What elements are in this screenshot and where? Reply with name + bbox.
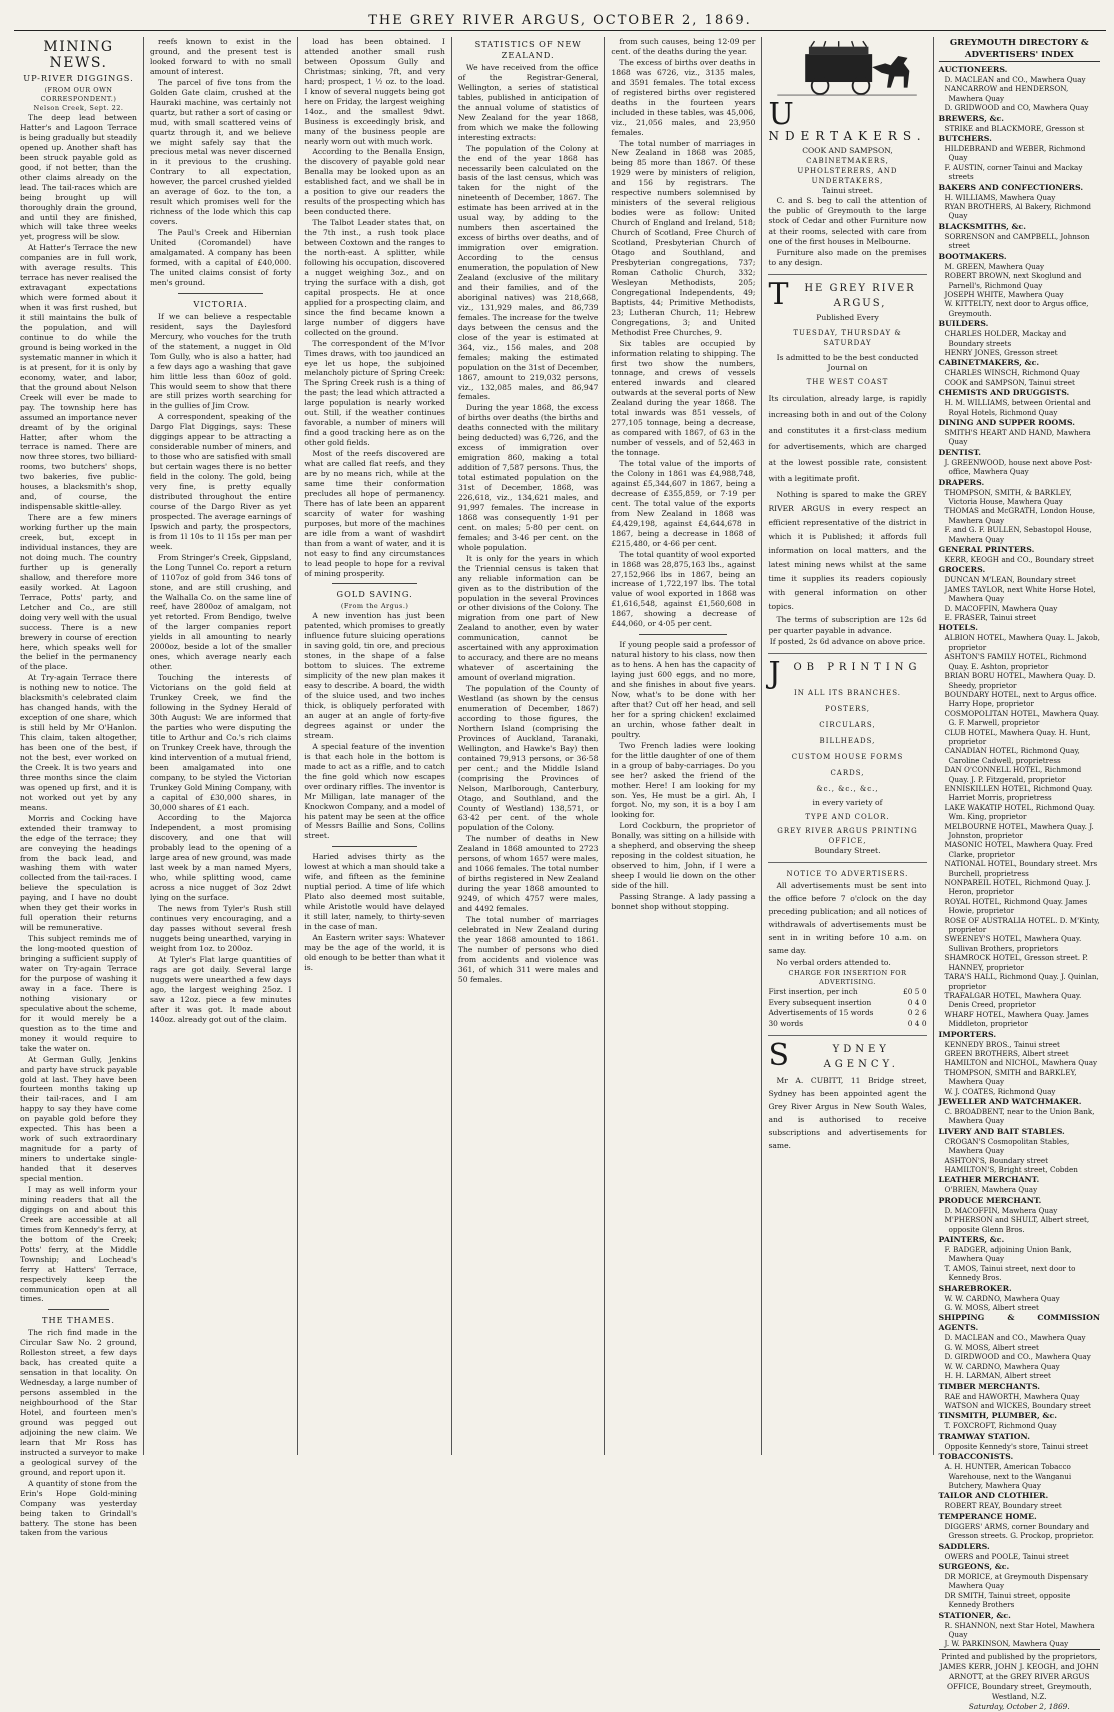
directory-category: SHIPPING & COMMISSION AGENTS. xyxy=(938,1313,1100,1333)
directory-entry: SORRENSON and CAMPBELL, Johnson street xyxy=(944,231,1090,251)
directory-category: LIVERY AND BAIT STABLES. xyxy=(938,1126,1065,1136)
mining-subtitle: UP-RIVER DIGGINGS. xyxy=(23,73,134,83)
paragraph: The rich find made in the Circular Saw No. 2 ground, Rolleston street, a few days back, has created quite a sensation in that locality. On Wednesday, a large number of persons assembled in the neighbourhood of the Star Hotel, and fourteen men's ground was pegged out adjoining the new claim. We learn that Mr Ross has instructed a surveyor to make a geological survey of the ground, and report upon it. xyxy=(20,1328,137,1477)
directory-entry: H. H. LARMAN, Albert street xyxy=(944,1371,1051,1381)
directory-entry: E. FRASER, Tainui street xyxy=(944,613,1037,623)
directory-entry: KENNEDY BROS., Tainui street xyxy=(944,1039,1060,1049)
directory-category: BLACKSMITHS, &c. xyxy=(938,221,1026,231)
argus-admitted: Is admitted to be the best conducted xyxy=(776,353,919,363)
directory-entry: CHARLES WINSCH, Richmond Quay xyxy=(944,368,1080,378)
paragraph: This subject reminds me of the long-mooted question of bringing a sufficient supply of water on Try-again Terrace for the purpose of washing it away in a face. There is nothing visionary or speculative about the scheme, for it would merely be a question as to the time and money it would require to take the water on. xyxy=(20,934,137,1053)
sydney-body: Mr A. CUBITT, 11 Bridge street, Sydney has been appointed agent the Grey River Argus in New South Wales, and is authorised to receive subscriptions and advertisements for same. xyxy=(768,1076,927,1151)
imprint-footer xyxy=(939,1649,1100,1712)
directory-category: TIMBER MERCHANTS. xyxy=(938,1381,1041,1391)
rate-label: Every subsequent insertion xyxy=(768,997,872,1007)
directory-entry: CANADIAN HOTEL, Richmond Quay, Caroline Cadwell, proprietress xyxy=(944,746,1080,765)
undertaker-title: NDERTAKERS. xyxy=(768,129,927,143)
job-office: GREY RIVER ARGUS PRINTING xyxy=(777,826,918,835)
column-five xyxy=(604,37,761,1455)
sydney-agency-ad xyxy=(768,1038,927,1152)
directory-entry: D. GRIDWOOD and CO, Mawhera Quay xyxy=(944,103,1089,113)
directory-entry: W. KITTELTY, next door to Argus office, Greymouth. xyxy=(944,299,1089,318)
paragraph: The Talbot Leader states that, on the 7th inst., a rush took place between Coxtown and the ranges to the north-east. A splitter, while following his occupation, discovered a nugget weighing 3oz., and on trying the surface with a dish, got capital prospects. He at once applied for a prospecting claim, and since the find became known a large number of diggers have collected on the ground. xyxy=(304,218,445,337)
directory-entry: T. AMOS, Tainui street, next door to Kennedy Bros. xyxy=(944,1263,1076,1283)
directory-entry: NONPAREIL HOTEL, Richmond Quay. J. Heron, proprietor xyxy=(944,878,1091,897)
paragraph: The population of the County of Westland (as shown by the census enumeration of December, 1867) according to those figures, the Northern Island (comprising the Provinces of Auckland, Taranaki, Wellington, and Hawke's Bay) then contained 79,913 persons, or 36·58 per cent.; and the Middle Island (comprising the Provinces of Nelson, Marlborough, Canterbury, Otago, and Southland, and the County of Westland) 138,571, or 63·42 per cent. of the whole population of the Colony. xyxy=(457,684,599,833)
directory-entry: ALBION HOTEL, Mawhera Quay. L. Jakob, proprietor xyxy=(944,633,1100,652)
mining-byline: (FROM OUR OWN CORRESPONDENT.) xyxy=(40,86,117,103)
directory-entry: DR SMITH, Tainui street, opposite Kennedy Brothers xyxy=(944,1590,1071,1610)
paragraph: Six tables are occupied by information relating to shipping. The first two show the numbers, tonnage, and crews of vessels entered inwards and cleared outwards at the several ports of New Zealand during the year 1868. The total inwards was 851 vessels, of 277,105 tonnage, being a decrease, as compared with 1867, of 63 in the number of vessels, and of 52,463 in the tonnage. xyxy=(611,338,756,458)
paragraph: reefs known to exist in the ground, and the present test is looked forward to with no small amount of interest. xyxy=(149,37,292,76)
rate-price: £0 5 0 xyxy=(903,987,927,997)
directory-entry: F. and G. F. BULLEN, Sebastopol House, Mawhera Quay xyxy=(944,525,1092,544)
notice-ad xyxy=(768,869,926,1029)
paragraph: The total number of marriages celebrated in New Zealand during the year 1868 amounted to 1861. The number of persons who died from accidents and violence was 361, of which 311 were males and 50 females. xyxy=(457,915,599,984)
directory-entry: BRIAN BORU HOTEL, Mawhera Quay. D. Sheedy, proprietor xyxy=(944,671,1096,690)
directory-category: TINSMITH, PLUMBER, &c. xyxy=(938,1411,1057,1421)
directory-entry: OWERS and POOLE, Tainui street xyxy=(944,1551,1069,1561)
rate-row xyxy=(768,998,926,1009)
directory-category: SADDLERS. xyxy=(938,1541,990,1551)
directory-category: BOOTMAKERS. xyxy=(938,251,1007,261)
job-item: CARDS, xyxy=(830,768,865,777)
undertaker-trades: CABINETMAKERS, UPHOLSTERERS, AND UNDERTAKERS, xyxy=(797,157,898,185)
directory-entry: STRIKE and BLACKMORE, Gresson st xyxy=(944,123,1085,133)
directory-entry: H. M. WILLIAMS, between Oriental and Royal Hotels, Richmond Quay xyxy=(944,398,1091,417)
directory-entry: F. AUSTIN, corner Tainui and Mackay streets xyxy=(944,162,1083,182)
directory-entry: R. SHANNON, next Star Hotel, Mawhera Quay xyxy=(944,1620,1095,1639)
paragraph: We have received from the office of the Registrar-General, Wellington, a series of statistical tables, published in anticipation of the annual volume of statistics of New Zealand for the year 1868, from which we make the following interesting extracts: xyxy=(457,63,599,142)
directory-entry: LAKE WAKATIP HOTEL, Richmond Quay. Wm. King, proprietor xyxy=(944,802,1096,822)
undertaker-firm: COOK AND SAMPSON, xyxy=(802,146,893,155)
directory-category: PAINTERS, &c. xyxy=(938,1235,1005,1245)
directory-list xyxy=(939,65,1100,1649)
paragraph: The total number of marriages in New Zealand in 1868 was 2085, being 85 more than 1867. Of these 1929 were by ministers of religion, and 156 by registrars. The respective numbers solemnised by ministers of the several religious bodies were as follow: United Church of England and Ireland, 518; Church of Scotland, Free Church of Scotland, Presbyterian Church of Otago and Southland, and Presbyterian congregations, 737; Roman Catholic Church, 332; Wesleyan Methodists, 205; Congregational Independents, 49; Baptists, 44; Primitive Methodists, 23; Lutheran Church, 11; Hebrew Congregations, 3; and United Methodist Free Churches, 9. xyxy=(611,138,756,337)
divider xyxy=(48,1309,109,1310)
column-two xyxy=(143,37,297,1455)
directory-entry: HAMILTON and NICHOL, Mawhera Quay xyxy=(944,1058,1098,1068)
directory-entry: J. GREENWOOD, house next above Post-office, Mawhera Quay xyxy=(944,457,1093,477)
paragraph: If we can believe a respectable resident, says the Daylesford Mercury, who vouches for the truth of the statement, a nugget in Old Tom Gully, who is also a hatter, had a few days ago a washing that gave him little less than 60oz of gold. This would seem to show that there are still prizes worth searching for in the gullies of Jim Crow. xyxy=(149,311,292,411)
directory-entry: W. W. CARDNO, Mawhera Quay xyxy=(944,1361,1060,1371)
paragraph: A correspondent, speaking of the Dargo Flat Diggings, says: These diggings appear to be attracting a considerable number of miners, and to those who are satisfied with small but certain wages there is no better field in the colony. The gold, being very fine, is pretty equally distributed throughout the entire course of the Dargo River as yet prospected. The average earnings of Ipswich and party, the prospectors, is from 1l 10s to 1l 15s per man per week. xyxy=(149,412,292,551)
argus-body: Its circulation, already large, is rapidly increasing both in and out of the Colony and constitutes it a first-class medium for advertisements, which are charged at the lowest possible rate, consistent with a legitimate profit. xyxy=(768,394,927,484)
paragraph: The Paul's Creek and Hibernian United (Coromandel) have amalgamated. A company has been formed, with a capital of £40,000. The united claims consist of forty men's ground. xyxy=(149,228,292,287)
rate-row xyxy=(768,1008,926,1019)
job-printing-ad xyxy=(768,655,926,856)
directory-entry: JAMES TAYLOR, next White Horse Hotel, Mawhera Quay xyxy=(944,584,1096,604)
directory-category: GENERAL PRINTERS. xyxy=(938,545,1035,555)
directory-entry: RYAN BROTHERS, Al Bakery, Richmond Quay xyxy=(944,202,1092,221)
paragraph: It is only for the years in which the Triennial census is taken that any reliable information can be given as to the distribution of the population in the several Provinces or other divisions of the Colony. The migration from one part of New Zealand to another, even by water communication, cannot be ascertained with any approximation to accuracy, and there are no means whatever of ascertaining the amount of overland migration. xyxy=(457,553,599,683)
rate-price: 0 2 6 xyxy=(907,1008,927,1018)
directory-category: GROCERS. xyxy=(938,565,986,575)
directory-entry: A. H. HUNTER, American Tobacco Warehouse, next to the Wanganui Butchery, Mawhera Quay xyxy=(944,1462,1072,1490)
rate-label: Advertisements of 15 words xyxy=(768,1008,874,1018)
masthead: THE GREY RIVER ARGUS, OCTOBER 2, 1869. xyxy=(14,12,1106,31)
paragraph: At Hatter's Terrace the new companies are in full work, with average results. This terrace has never realised the extravagant expectations which were formed about it when it was first rushed, but it still maintains the bulk of the population, and will continue to do while the ground is being worked in the systematic manner in which it is at present, for it is only by economy, water, and labor, that the ground about Nelson Creek will ever be made to pay. The township here has assumed an importance never dreamt of by the original Hatter, after whom the terrace is named. There are now three stores, two billiard-rooms, two butchers' shops, two bakeries, five public-houses, a blacksmith's shop, and, of course, the indispensable skittle-alley. xyxy=(20,243,137,512)
paragraph: The total value of the imports of the Colony in 1861 was £4,988,748, against £5,344,607 in 1867, being a decrease of £355,859, or 7·19 per cent. The total value of the exports from New Zealand in 1868 was £4,429,198, against £4,644,678 in 1867, being a decrease in 1868 of £215,480, or 4·66 per cent. xyxy=(611,459,756,548)
divider xyxy=(768,862,926,863)
directory-category: DRAPERS. xyxy=(938,477,985,487)
directory-entry: G. W. MOSS, Albert street xyxy=(944,1303,1039,1313)
paragraph: Passing Strange. A lady passing a bonnet shop without stopping. xyxy=(611,892,756,912)
job-item: &c., &c., &c., xyxy=(816,784,879,793)
job-office2: OFFICE, xyxy=(828,836,867,845)
imprint-date: Saturday, October 2, 1869. xyxy=(968,1701,1070,1711)
divider xyxy=(768,1035,926,1036)
directory-category: HOTELS. xyxy=(938,623,978,633)
directory-entry: CLUB HOTEL, Mawhera Quay. H. Hunt, proprietor xyxy=(944,727,1091,746)
gold-saving-byline: (From the Argus.) xyxy=(340,602,409,611)
notice-verbal: No verbal orders attended to. xyxy=(776,957,891,967)
directory-category: TAILOR AND CLOTHIER. xyxy=(938,1491,1049,1501)
paragraph: The number of deaths in New Zealand in 1868 amounted to 2723 persons, of whom 1657 were males, and 1066 females. The total number of births registered in New Zealand during the year 1868 amounted to 9249, of which 4757 were males, and 4492 females. xyxy=(457,834,599,914)
job-item: BILLHEADS, xyxy=(819,736,876,745)
column-three xyxy=(297,37,451,1455)
directory-entry: T. FOXCROFT, Richmond Quay xyxy=(944,1421,1057,1431)
job-type: TYPE AND COLOR. xyxy=(805,812,890,821)
directory-category: CABINETMAKERS, &c. xyxy=(938,358,1040,368)
paragraph: During the year 1868, the excess of births over deaths (the births and deaths connected with the military being deducted) was 6,726, and the excess of immigration over emigration 860, making a total addition of 7,587 persons. Thus, the total estimated population on the 31st of December, 1868, was 226,618, viz., 134,621 males, and 91,997 females. The increase in 1868 was consequently 1·91 per cent. on males; 5·80 per cent. on females; and 3·46 per cent. on the whole population. xyxy=(457,403,599,552)
directory-category: PRODUCE MERCHANT. xyxy=(938,1195,1042,1205)
directory-entry: HAMILTON'S, Bright street, Cobden xyxy=(944,1165,1078,1174)
notice-body: All advertisements must be sent into the office before 7 o'clock on the day preceding publication; and all notices of withdrawals of advertisements must be sent in in writing before 10 a.m. on same day. xyxy=(768,880,927,955)
divider xyxy=(178,293,263,294)
paragraph: from such causes, being 12·09 per cent. of the deaths during the year. xyxy=(611,37,756,56)
rate-label: 30 words xyxy=(768,1018,804,1028)
directory-entry: M. GREEN, Mawhera Quay xyxy=(944,261,1045,271)
directory-category: SHAREBROKER. xyxy=(938,1283,1012,1293)
directory-entry: JOSEPH WHITE, Mawhera Quay xyxy=(944,289,1064,299)
argus-ad xyxy=(768,277,927,646)
directory-entry: TRAFALGAR HOTEL, Mawhera Quay. Denis Creed, proprietor xyxy=(944,990,1082,1010)
directory-category: IMPORTERS. xyxy=(938,1029,997,1039)
rate-row xyxy=(768,1019,926,1030)
paragraph: Lord Cockburn, the proprietor of Bonally, was sitting on a hillside with a shepherd, and observing the sheep reposing in the coldest situation, he observed to him, John, if I were a sheep I would lie down on the other side of the hill. xyxy=(611,821,756,891)
directory-category: LEATHER MERCHANT. xyxy=(938,1175,1040,1185)
notice-charge: CHARGE FOR INSERTION FOR ADVERTISING. xyxy=(788,969,907,987)
directory-entry: COOK and SAMPSON, Tainui street xyxy=(944,377,1075,387)
thames-subtitle: THE THAMES. xyxy=(41,1315,115,1326)
directory-entry: G. W. MOSS, Albert street xyxy=(944,1342,1039,1352)
directory-entry: THOMPSON, SMITH and BARKLEY, Mawhera Quay xyxy=(944,1067,1077,1087)
notice-title: NOTICE TO ADVERTISERS. xyxy=(786,869,909,878)
paragraph: According to the Benalla Ensign, the discovery of payable gold near Benalla may be looked upon as an established fact, and we shall be in a position to give our readers the results of the prospecting which has been conducted there. xyxy=(304,147,445,217)
drop-cap: J xyxy=(768,655,786,691)
directory-entry: THOMPSON, SMITH, & BARKLEY, Victoria House, Mawhera Quay xyxy=(944,487,1072,506)
drop-cap: U xyxy=(768,97,800,132)
directory-category: BUTCHERS. xyxy=(938,134,992,144)
undertaker-body2: Furniture also made on the premises to any design. xyxy=(768,248,927,268)
directory-entry: ROYAL HOTEL, Richmond Quay. James Howie, proprietor xyxy=(944,896,1088,916)
directory-entry: DUNCAN M'LEAN, Boundary street xyxy=(944,575,1076,585)
directory-entry: SWEENEY'S HOTEL, Mawhera Quay. Sullivan Brothers, proprietors xyxy=(944,934,1082,953)
directory-entry: DR MORICE, at Greymouth Dispensary Mawhera Quay xyxy=(944,1571,1089,1591)
argus-terms: The terms of subscription are 12s 6d per quarter payable in advance. xyxy=(768,615,927,635)
paragraph: An Eastern writer says: Whatever may be the age of the world, it is old enough to be better than what it is. xyxy=(304,933,445,972)
divider xyxy=(768,274,926,275)
divider xyxy=(332,846,417,847)
directory-category: DINING AND SUPPER ROOMS. xyxy=(938,417,1075,427)
directory-entry: M'PHERSON and SHULT, Albert street, opposite Glenn Bros. xyxy=(944,1215,1090,1234)
column-advertisements xyxy=(761,37,932,1455)
paragraph: Haried advises thirty as the lowest at which a man should take a wife, and fifteen as the feminine nuptial period. A time of life which Plato also deemed most suitable, while Aristotle would have delayed it still later, namely, to thirty-seven in the case of man. xyxy=(304,852,445,932)
directory-entry: HENRY JONES, Gresson street xyxy=(944,347,1058,357)
directory-entry: D. MACOFFIN, Mawhera Quay xyxy=(944,603,1058,613)
directory-entry: DAN O'CONNELL HOTEL, Richmond Quay. J. P. Fitzgerald, proprietor xyxy=(944,765,1082,784)
directory-entry: ROBERT BROWN, next Skoglund and Parnell's, Richmond Quay xyxy=(944,271,1082,290)
rate-price: 0 4 0 xyxy=(907,997,927,1007)
paragraph: The news from Tyler's Rush still continues very encouraging, and a day passes without several fresh nuggets being unearthed, varying in weight from 1oz. to 200oz. xyxy=(149,904,292,953)
directory-category: TRAMWAY STATION. xyxy=(938,1431,1030,1441)
directory-entry: KERR, KEOGH and CO., Boundary street xyxy=(944,555,1094,565)
paragraph: A quantity of stone from the Erin's Hope Gold-mining Company was yesterday being taken to Grindall's battery. The stone has been taken from the various xyxy=(20,1478,137,1538)
directory-category: BAKERS AND CONFECTIONERS. xyxy=(938,182,1084,192)
directory-category: CHEMISTS AND DRUGGISTS. xyxy=(938,388,1070,398)
directory-entry: WATSON and WICKES, Boundary street xyxy=(944,1400,1091,1410)
directory-category: BREWERS, &c. xyxy=(938,113,1005,123)
divider xyxy=(768,653,926,654)
paragraph: I may as well inform your mining readers that all the diggings on and about this Creek are accessible at all times from Kennedy's ferry, at the bottom of the Creek; Potts' ferry, at the Middle Township; and Lochead's ferry at Hatters' Terrace, respectively keep the communication open at all times. xyxy=(20,1184,137,1304)
rate-label: First insertion, per inch xyxy=(768,987,858,997)
paragraph: If young people said a professor of natural history to his class, now then as to hens. A hen has the capacity of laying just 600 eggs, and no more, and she finishes in about five years. Now, what's to be done with her after that? Cut off her head, and sell her for a spring chicken! exclaimed an urchin, whose father dealt in poultry. xyxy=(611,640,756,739)
directory-entry: COSMOPOLITAN HOTEL, Mawhera Quay. G. F. Marwell, proprietor xyxy=(944,708,1100,728)
job-item: CUSTOM HOUSE FORMS xyxy=(791,752,904,761)
directory-entry: ENNISKILLEN HOTEL, Richmond Quay. Harriet Morris, proprietress xyxy=(944,783,1093,803)
directory-entry: F. BADGER, adjoining Union Bank, Mawhera Quay xyxy=(944,1245,1072,1264)
job-variety: in every variety of xyxy=(812,797,883,807)
directory-category: STATIONER, &c. xyxy=(938,1610,1011,1620)
directory-entry: O'BRIEN, Mawhera Quay xyxy=(944,1185,1038,1195)
directory-category: TEMPERANCE HOME. xyxy=(938,1511,1037,1521)
paragraph: The parcel of five tons from the Golden Gate claim, crushed at the Hauraki machine, was certainly not quartz, but rather a sort of casing or mud, with small scattered veins of quartz through it, and we believe we might safely say that the precious metal was never discerned in it previous to the crushing. Contrary to all expectation, however, the parcel crushed yielded an average of 6oz. to the ton, a result which promises well for the richness of the lode which this cap covers. xyxy=(149,77,292,227)
paragraph: The deep lead between Hatter's and Lagoon Terrace is being gradually but steadily opened up. Another shaft has been struck payable gold as good, if not better, than the other claims already on the lead. The tail-races which are being brought up will thoroughly drain the ground, and until they are finished, which will take three weeks yet, progress will be slow. xyxy=(20,113,137,242)
directory-entry: D. MACLEAN and CO., Mawhera Quay xyxy=(944,1333,1086,1343)
hearse-illustration-icon xyxy=(768,39,926,99)
undertaker-body: C. and S. beg to call the attention of the public of Greymouth to the large stock of Cedar and other Furniture now at their rooms, selected with care from one of the first houses in Melbourne. xyxy=(768,196,927,246)
imprint-text: Printed and published by the proprietors, JAMES KERR, JOHN J. KEOGH, and JOHN ARNOTT, at the GREY RIVER ARGUS OFFICE, Boundary street, Greymouth, Westland, N.Z. xyxy=(939,1651,1099,1701)
directory-entry: C. BROADBENT, near to the Union Bank, Mawhera Quay xyxy=(944,1106,1095,1126)
mining-dateline: Nelson Creek, Sept. 22. xyxy=(33,104,124,112)
gold-saving-subtitle: GOLD SAVING. xyxy=(336,589,413,600)
directory-category: JEWELLER AND WATCHMAKER. xyxy=(938,1096,1082,1106)
job-street: Boundary Street. xyxy=(814,845,881,855)
mining-news-title: MINING NEWS. xyxy=(43,39,114,71)
paragraph: The excess of births over deaths in 1868 was 6726, viz., 3135 males, and 3591 females. The total excess of registered births over registered deaths in the fourteen years included in these tables, was 45,006, viz., 21,056 males, and 23,950 females. xyxy=(611,57,756,137)
argus-published: Published Every xyxy=(816,313,879,323)
paragraph: Two French ladies were looking for the little daughter of one of them in a group of baby-carriages. Do you see her? asked the friend of the mother. Here! I am looking for my son. Yes, He must be a girl. Ah, I forgot. No, my son, it is a boy I am looking for. xyxy=(611,740,756,820)
directory-entry: SMITH'S HEART AND HAND, Mawhera Quay xyxy=(944,427,1091,447)
job-item: POSTERS, xyxy=(824,704,871,713)
directory-entry: GREEN BROTHERS, Albert street xyxy=(944,1048,1069,1058)
directory-entry: ASHTON'S FAMILY HOTEL, Richmond Quay. E. Ashton, proprietor xyxy=(944,652,1087,671)
directory-entry: DIGGERS' ARMS, corner Boundary and Gresson streets. G. Prockop, proprietor. xyxy=(944,1521,1094,1541)
directory-entry: MASONIC HOTEL, Mawhera Quay. Fred Clarke, proprietor xyxy=(944,840,1093,859)
drop-cap: S xyxy=(768,1038,793,1074)
paragraph: From Stringer's Creek, Gippsland, the Long Tunnel Co. report a return of 1107oz of gold from 346 tons of stone, and are still crushing, and the Walhalla Co. on the same line of reef, have 2800oz of amalgam, not yet retorted. From Bendigo, twelve of the larger companies report yields in all amounting to nearly 2000oz, beside a lot of the smaller ones, which average nearly each other. xyxy=(149,552,292,672)
drop-cap: T xyxy=(768,277,791,313)
column-mining-news xyxy=(14,37,143,1538)
directory-category: AUCTIONEERS. xyxy=(938,65,1008,74)
paragraph: A special feature of the invention is that each hole in the bottom is made to act as a riffle, and to catch the fine gold which now escapes over ordinary riffles. The inventor is Mr Milligan, late manager of the Knockwon Company, and a model of his patent may be seen at the office of Messrs Baillie and Sons, Collins street. xyxy=(304,741,445,841)
directory-entry: W. W. CARDNO, Mawhera Quay xyxy=(944,1293,1060,1303)
argus-journal: Journal on xyxy=(827,363,868,373)
paragraph: The correspondent of the M'Ivor Times draws, with too jaundiced an eye let us hope, the subjoined melancholy picture of Spring Creek: The Spring Creek rush is a thing of the past; the lead which attracted a large population is nearly worked out. Still, if the weather continues favorable, a number of miners will find a good tracking here as on the other gold fields. xyxy=(304,338,445,448)
argus-title: HE GREY RIVER ARGUS, xyxy=(804,283,916,310)
directory-entry: HILDEBRAND and WEBER, Richmond Quay xyxy=(944,144,1086,163)
directory-entry: NANCARROW and HENDERSON, Mawhera Quay xyxy=(944,84,1069,103)
directory-category: BUILDERS. xyxy=(938,319,989,329)
directory-entry: D. MACLEAN and CO., Mawhera Quay xyxy=(944,75,1086,84)
rate-row xyxy=(768,987,926,998)
statistics-title: STATISTICS OF NEW ZEALAND. xyxy=(474,39,582,60)
directory-entry: D. MACOFFIN, Mawhera Quay xyxy=(944,1205,1058,1215)
paragraph: Morris and Cocking have extended their tramway to the edge of the terrace; they are conveying the headings from the back lead, and washing them with water collected from the tail-races. I believe the speculation is paying, and I have no doubt when they get their works in full operation their returns will be remunerative. xyxy=(20,813,137,933)
column-directory xyxy=(933,37,1106,1711)
directory-category: DENTIST. xyxy=(938,447,981,457)
sydney-title: YDNEY AGENCY. xyxy=(823,1044,899,1071)
paragraph: At German Gully, Jenkins and party have struck payable gold at last. They have been fourteen months taking up their tail-races, and I am happy to say they have come on payable gold before they expected. This has been a work of such extraordinary magnitude for a party of miners to undertake single-handed that it deserves special mention. xyxy=(20,1054,137,1184)
directory-entry: CHARLES HOLDER, Mackay and Boundary streets xyxy=(944,329,1067,348)
victoria-subtitle: VICTORIA. xyxy=(193,298,248,309)
paragraph: At Tyler's Flat large quantities of rags are got daily. Several large nuggets were unearthed a few days ago, the largest weighing 25oz. I saw a 12oz. piece a few minutes after it was got. It made about 140oz. already got out of the claim. xyxy=(149,954,292,1024)
directory-entry: H. WILLIAMS, Mawhera Quay xyxy=(944,192,1056,202)
paragraph: According to the Majorca Independent, a most promising discovery, and one that will probably lead to the opening of a large area of new ground, was made last week by a man named Myers, who, while splitting wood, came across a nice nugget of 3oz 2dwt lying on the surface. xyxy=(149,813,292,903)
directory-entry: ASHTON'S, Boundary street xyxy=(944,1155,1049,1165)
directory-title: GREYMOUTH DIRECTORY & ADVERTISERS' INDEX xyxy=(939,37,1100,62)
undertaker-ad xyxy=(768,97,927,268)
paragraph: load has been obtained. I attended another small rush between Opossum Gully and Christmas; sinking, 7ft, and very hard; prospect, 1 ½ oz. to the load. I know of several nuggets being got here on Friday, the largest weighing 14oz., and the smallest 9dwt. Business is exceedingly brisk, and many of the business people are nearly worn out with much work. xyxy=(304,37,445,146)
directory-category: TOBACCONISTS. xyxy=(938,1452,1014,1462)
directory-entry: WHARF HOTEL, Mawhera Quay. James Middleton, proprietor xyxy=(944,1009,1089,1029)
directory-entry: ROBERT REAY, Boundary street xyxy=(944,1501,1062,1511)
job-item: CIRCULARS, xyxy=(819,720,876,729)
divider xyxy=(332,583,417,584)
directory-entry: CROGAN'S Cosmopolitan Stables, Mawhera Quay xyxy=(944,1136,1070,1156)
job-title: OB PRINTING xyxy=(793,661,922,673)
paragraph: The population of the Colony at the end of the year 1868 has necessarily been calculated on the basis of the last census, which was taken for the night of the nineteenth of December, 1867. The estimate has been arrived at in the usual way, by adding to the numbers then ascertained the excess of births over deaths, and of immigration over emigration. According to the census enumeration, the population of New Zealand (exclusive of the military and their families, and of the aboriginal natives) was 218,668, viz., 131,929 males, and 86,739 females. The increase for the twelve days between the census and the close of the year is estimated at 364, viz., 156 males, and 208 females; making the estimated population on the 31st of December, 1867, amount to 219,032 persons, viz., 132,085 males, and 86,947 females. xyxy=(457,143,599,402)
directory-entry: Opposite Kennedy's store, Tainui street xyxy=(944,1441,1089,1451)
job-branches: IN ALL ITS BRANCHES. xyxy=(793,688,902,697)
argus-body2: Nothing is spared to make the GREY RIVER ARGUS in every respect an efficient representative of the district in which it is Published; it affords full information on local matters, and the latest mining news whilst at the same time it supplies its readers copiously with general information on other topics. xyxy=(768,490,927,612)
directory-entry: SHAMROCK HOTEL, Gresson street. P. HANNEY, proprietor xyxy=(944,953,1088,972)
directory-entry: BOUNDARY HOTEL, next to Argus office. Harry Hope, proprietor xyxy=(944,689,1097,709)
directory-entry: J. W. PARKINSON, Mawhera Quay xyxy=(944,1639,1069,1649)
paragraph: There are a few miners working further up the main creek, but, except in individual instances, they are not doing much. The country further up is generally shallow, and therefore more easily worked. At Lagoon Terrace, Potts' party, and Letcher and Co., are still doing very well with the usual success. There is a new brewery in course of erection here, which speaks well for the belief in the permanency of the place. xyxy=(20,513,137,672)
paragraph: Touching the interests of Victorians on the gold field at Trunkey Creek, we find the following in the Sydney Herald of 30th August: We are informed that the parties who were disputing the title to Arthur and Co.'s rich claims on Trunkey Creek have, through the kind intervention of a mutual friend, been amalgamated into one company, to be styled the Victorian Trunkey Gold Mining Company, with a capital of £30,000 shares, in 30,000 shares of £1 each. xyxy=(149,673,292,812)
directory-category: SURGEONS, &c. xyxy=(938,1561,1010,1571)
paragraph: The total quantity of wool exported in 1868 was 28,875,163 lbs., against 27,152,966 lbs in 1867, being an increase of 1,722,197 lbs. The total value of wool exported in 1868 was £1,616,548, against £1,560,608 in 1867, showing a decrease of £44,060, or 4·05 per cent. xyxy=(611,549,756,629)
directory-entry: MELBOURNE HOTEL, Mawhera Quay. J. Johnston, proprietor xyxy=(944,821,1094,840)
directory-entry: TARA'S HALL, Richmond Quay. J. Quinlan, proprietor xyxy=(944,972,1099,991)
paragraph: Most of the reefs discovered are what are called flat reefs, and they are by no means rich, while at the same time their conformation precludes all hope of permanency. There has of late been an apparent scarcity of water for washing purposes, but more of the machines are idle from a want of washdirt than from a want of water, and it is not easy to find any circumstances to lead people to hope for a revival of mining prosperity. xyxy=(304,449,445,578)
directory-entry: NATIONAL HOTEL, Boundary street. Mrs Burchell, proprietress xyxy=(944,859,1098,878)
divider xyxy=(639,634,727,635)
paragraph: A new invention has just been patented, which promises to greatly influence future sluicing operations in saving gold, tin ore, and precious stones, in the shape of a false bottom to sluices. The extreme simplicity of the new plan makes it easy to describe. A board, the width of the sluice used, and two inches thick, is obliquely perforated with an auger at an angle of forty-five degrees against or under the stream. xyxy=(304,611,445,740)
undertaker-address: Tainui street. xyxy=(821,186,874,195)
argus-coast: THE WEST COAST xyxy=(806,378,889,387)
directory-entry: D. GIRDWOOD and CO., Mawhera Quay xyxy=(944,1352,1091,1362)
argus-days: TUESDAY, THURSDAY & SATURDAY xyxy=(793,329,902,348)
directory-entry: RAE and HAWORTH, Mawhera Quay xyxy=(944,1391,1080,1401)
directory-entry: THOMAS and McGRATH, London House, Mawhera Quay xyxy=(944,506,1096,525)
rate-price: 0 4 0 xyxy=(907,1018,927,1028)
argus-postage: If posted, 2s 6d advance on above price. xyxy=(769,636,926,646)
column-statistics xyxy=(451,37,605,1455)
directory-entry: W. J. COATES, Richmond Quay xyxy=(944,1086,1056,1096)
directory-entry: ROSE OF AUSTRALIA HOTEL. D. M'Kinty, proprietor xyxy=(944,915,1100,935)
paragraph: At Try-again Terrace there is nothing new to notice. The blacksmith's celebrated claim has changed hands, with the exception of one share, which is still held by Mr O'Hanlon. This claim, taken altogether, has been one of the best, if not the best, ever worked on the Creek. It is two years and three months since the claim was opened up first, and it is not worked out yet by any means. xyxy=(20,673,137,812)
